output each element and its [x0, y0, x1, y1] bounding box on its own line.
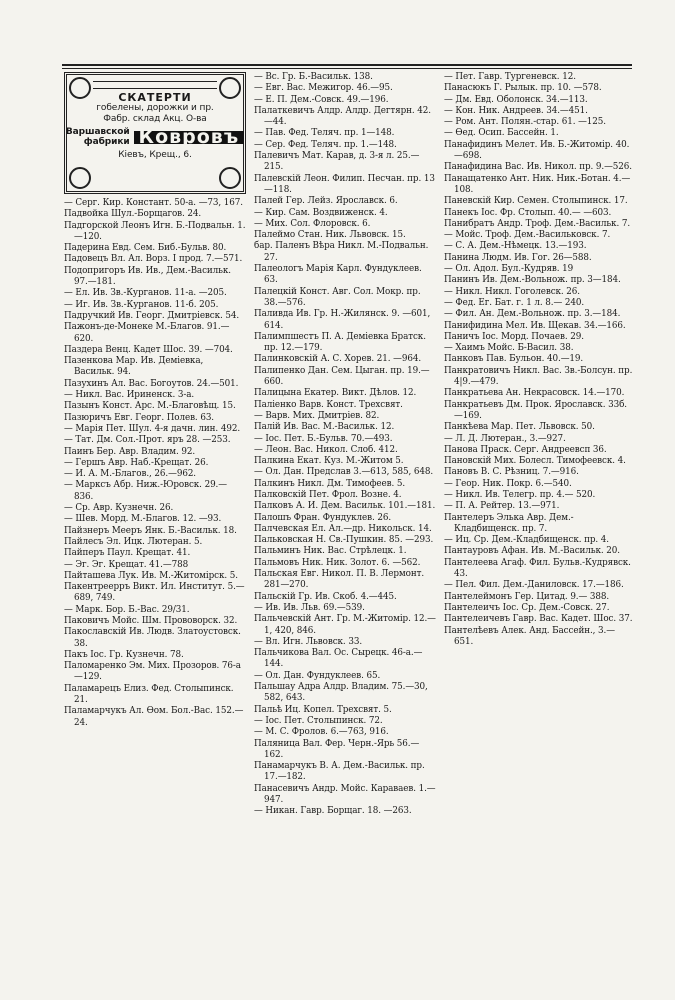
directory-entry: — Иц. Ср. Дем.-Кладбищенск. пр. 4. — [444, 535, 609, 546]
directory-entry: Пальковская Н. Св.-Пушкин. 85. —293. — [254, 535, 434, 546]
directory-entry: — Л. Д. Лютеран., 3.—927. — [444, 433, 566, 444]
directory-entry: — Никл. Никл. Гоголевск. 26. — [444, 286, 581, 297]
directory-entry: Панкѣева Мар. Пет. Львовск. 50. — [444, 422, 595, 433]
directory-entry: — Ел. Ив. Зв.-Курганов. 11-а. —205. — [64, 288, 227, 299]
directory-entry: Пальчевскій Ант. Гр. М.-Житомір. 12.—1, 420, 846. — [254, 614, 436, 636]
directory-entry: — Ср. Авр. Кузнечн. 26. — [64, 503, 174, 514]
directory-entry: Панафидина Вас. Ив. Никол. пр. 9.—526. — [444, 162, 632, 173]
directory-entry: Панащатенко Ант. Ник. Ник.-Ботан. 4.—108. — [444, 173, 631, 195]
directory-entry: — Сер. Фед. Теляч. пр. 1.—148. — [254, 139, 397, 150]
directory-entry: Пальминъ Ник. Вас. Стрѣлецк. 1. — [254, 546, 407, 557]
directory-entry: Панифидина Мел. Ив. Щекав. 34.—166. — [444, 320, 626, 331]
directory-entry: Паломаренко Эм. Мих. Прозоров. 76-а —129. — [64, 661, 241, 683]
directory-entry: Панковъ Пав. Бульон. 40.—19. — [444, 354, 584, 365]
directory-entry: — Марксъ Абр. Ниж.-Юровск. 29.—836. — [64, 480, 227, 502]
directory-entry: — Тат. Дм. Сол.-Прот. яръ 28. —253. — [64, 435, 231, 446]
directory-entry: Палковскій Пет. Фрол. Возне. 4. — [254, 489, 402, 500]
directory-entry: — Пел. Фил. Дем.-Даниловск. 17.—186. — [444, 580, 624, 591]
directory-entry: — И. А. М.-Благов., 26.—962. — [64, 469, 197, 480]
directory-entry: Пайташева Лук. Ив. М.-Житомірск. 5. — [64, 570, 238, 581]
directory-entry: Падерина Евд. Сем. Биб.-Бульв. 80. — [64, 243, 227, 254]
directory-entry: Палинковскій А. С. Хорев. 21. —964. — [254, 354, 422, 365]
ornament-icon — [219, 167, 241, 189]
directory-entry: — М. С. Фролов. 6.—763, 916. — [254, 727, 389, 738]
directory-entry: — Мойс. Троф. Дем.-Васильковск. 7. — [444, 230, 611, 241]
directory-entry: Падгорской Леонъ Игн. Б.-Подвальн. 1.—120. — [64, 220, 246, 242]
directory-entry: Паздера Венц. Кадет Шос. 39. —704. — [64, 344, 233, 355]
directory-entry: — Фед. Ег. Бат. г. 1 л. 8.— 240. — [444, 297, 585, 308]
directory-entry: Пальская Евг. Никол. П. В. Лермонт. 281—270. — [254, 569, 425, 591]
ad-line-1: гобелены, дорожки и пр. — [96, 103, 214, 114]
directory-entry: Пакъ Іос. Гр. Кузнечн. 78. — [64, 649, 184, 660]
directory-entry: — Серг. Кир. Констант. 50-а. —73, 167. — [64, 198, 243, 208]
directory-entry: Панасюкъ Г. Рылык. пр. 10. —578. — [444, 83, 602, 94]
directory-entry: — Никан. Гавр. Борщаг. 18. —263. — [254, 806, 412, 817]
directory-entry: Паляница Вал. Фер. Черн.-Ярь 56.—162. — [254, 738, 420, 760]
directory-entry: — Марія Пет. Шул. 4-я дачн. лин. 492. — [64, 423, 241, 434]
directory-entry: Пакентреерръ Викт. Ил. Институт. 5.—689, 749. — [64, 582, 245, 604]
directory-entry: Пальскій Гр. Ив. Скоб. 4.—445. — [254, 591, 397, 602]
directory-entry: Пальчикова Вал. Ос. Сырецк. 46-а.—144. — [254, 648, 423, 670]
ad-decorative-band — [93, 81, 217, 89]
directory-entry: — Никл. Вас. Ириненск. 3-а. — [64, 390, 195, 401]
directory-entry: — Ром. Ант. Полян.-стар. 61. —125. — [444, 117, 606, 128]
directory-entry: Паневскій Кир. Семен. Столыпинск. 17. — [444, 196, 628, 207]
directory-entry: — Вл. Игн. Львовск. 33. — [254, 636, 363, 647]
directory-entry: — Ол. Адол. Бул.-Кудряв. 19 — [444, 264, 574, 275]
directory-entry: — Іос. Пет. Б.-Бульв. 70.—493. — [254, 433, 393, 444]
directory-entry: — Өед. Осип. Бассейн. 1. — [444, 128, 559, 139]
directory-entry: Палей Гер. Лейз. Ярославск. 6. — [254, 196, 398, 207]
directory-entry: — Пав. Фед. Теляч. пр. 1—148. — [254, 128, 395, 139]
ad-sub-1: Варшавской — [65, 127, 130, 138]
directory-entry: — Хаимъ Мойс. Б-Васил. 38. — [444, 343, 574, 354]
directory-entry: Паковичъ Мойс. Шм. Прововорск. 32. — [64, 615, 238, 626]
directory-entry: — Марк. Бор. Б.-Вас. 29/31. — [64, 604, 190, 615]
directory-entry: Пайлесъ Эл. Ицк. Лютеран. 5. — [64, 536, 203, 547]
directory-entry: — Дм. Евд. Оболонск. 34.—113. — [444, 94, 588, 105]
ad-sub-block — [66, 127, 130, 147]
directory-entry: — Евг. Вас. Межигор. 46.—95. — [254, 83, 393, 94]
directory-entry: — С. А. Дем.-Нѣмецк. 13.—193. — [444, 241, 587, 252]
directory-entry: — Иг. Ив. Зв.-Курганов. 11-б. 205. — [64, 299, 219, 310]
directory-entry: — Никл. Ив. Телегр. пр. 4.— 520. — [444, 489, 596, 500]
directory-entry: Пантелеръ Элька Авр. Дем.-Кладбищенск. пр. 7. — [444, 512, 574, 534]
directory-entry: Панкратьевъ Дм. Прок. Ярославск. 33б.—169. — [444, 399, 627, 421]
directory-entry: Палевскій Леон. Филип. Песчан. пр. 13—118. — [254, 173, 435, 195]
directory-entry: Палкинъ Никл. Дм. Тимофеев. 5. — [254, 478, 406, 489]
directory-entry: — Леон. Вас. Никол. Слоб. 412. — [254, 444, 398, 455]
directory-entry: Пазюричъ Евг. Георг. Полев. 63. — [64, 412, 215, 423]
directory-entry: Пайперъ Паул. Крещат. 41. — [64, 548, 191, 559]
directory-entry: — Шев. Морд. М.-Благов. 12. —93. — [64, 514, 222, 525]
directory-entry: Пажонъ-де-Монеке М.-Благов. 91.—620. — [64, 322, 230, 344]
directory-entry: Пантелеева Агаф. Фил. Бульв.-Кудрявск. 43. — [444, 557, 631, 580]
directory-entry: Падовецъ Вл. Ал. Ворз. I прод. 7.—571. — [64, 254, 243, 265]
directory-entry: Панина Людм. Ив. Гог. 26—588. — [444, 252, 592, 263]
directory-entry: — Ив. Ив. Льв. 69.—539. — [254, 602, 365, 613]
directory-entry: Падручкий Ив. Георг. Дмитріевск. 54. — [64, 310, 240, 321]
ad-line-2: Фабр. склад Акц. О-ва — [103, 114, 207, 125]
ad-brand: Ковровъ — [134, 131, 245, 144]
directory-entry: Подопригоръ Ив. Ив., Дем.-Васильк. 97.—181. — [64, 265, 231, 288]
ad-brand-row — [65, 125, 240, 148]
directory-entry: Панасевичъ Андр. Мойс. Караваев. 1.—947. — [254, 783, 436, 805]
directory-entry: Палій Ив. Вас. М.-Васильк. 12. — [254, 422, 395, 433]
directory-entry: Панинъ Ив. Дем.-Вольнож. пр. 3—184. — [444, 275, 621, 286]
ornament-icon — [69, 77, 91, 99]
directory-entry: Пазынъ Конст. Арс. М.-Благовѣщ. 15. — [64, 401, 236, 412]
advertisement-box — [64, 72, 246, 194]
directory-entry: — Варв. Мих. Дмитріев. 82. — [254, 410, 380, 421]
directory-entry: бар. Паленъ Вѣра Никл. М.-Подвальн. 27. — [254, 241, 429, 263]
directory-entry: Палеймо Стан. Ник. Львовск. 15. — [254, 230, 406, 241]
column-2 — [254, 72, 436, 818]
directory-entry: Пантелѣевъ Алек. Анд. Бассейн., 3.—651. — [444, 625, 615, 647]
directory-entry: — Пет. Гавр. Тургеневск. 12. — [444, 72, 576, 82]
directory-entry: Паліенко Варв. Конст. Трехсвят. — [254, 399, 403, 410]
directory-entry: Палипенко Дан. Сем. Цыган. пр. 19.—660. — [254, 365, 430, 388]
directory-entry: — Вс. Гр. Б.-Васильк. 138. — [254, 72, 373, 82]
directory-entry: — Эг. Эг. Крещат. 41.—788 — [64, 559, 189, 570]
column-1 — [64, 72, 246, 729]
directory-entry: Паинъ Бер. Авр. Владим. 92. — [64, 446, 196, 457]
directory-entry: Панамарчукъ В. А. Дем.-Васильк. пр. 17.—182. — [254, 761, 425, 783]
directory-entry: — Іос. Пет. Столыпинск. 72. — [254, 715, 383, 726]
directory-entry: — Геор. Ник. Покр. 6.—540. — [444, 478, 572, 489]
directory-entry: Панова Праск. Серг. Андреевсп 36. — [444, 444, 607, 455]
directory-entry: Палошъ Фран. Фундуклев. 26. — [254, 512, 392, 523]
ad-sub-2: фабрики — [83, 137, 130, 148]
directory-entry: Пановскій Мих. Болесл. Тимофеевск. 4. — [444, 456, 626, 467]
directory-entry: Палковъ А. И. Дем. Васильк. 101.—181. — [254, 501, 436, 512]
ad-title: СКАТЕРТИ — [118, 91, 192, 104]
directory-entry: — Ол. Дан. Фундуклеев. 65. — [254, 670, 381, 681]
directory-entry: Пайзнеръ Мееръ Янк. Б.-Васильк. 18. — [64, 525, 237, 536]
directory-entry: Панафидинъ Мелет. Ив. Б.-Житомір. 40.—698. — [444, 139, 630, 162]
page-top-rule — [62, 64, 632, 66]
directory-entry: — Мих. Сол. Флоровск. 6. — [254, 218, 371, 229]
directory-entry: Пакославскій Ив. Людв. Златоустовск. 38. — [64, 627, 241, 649]
directory-entry: Палимпшестъ П. А. Деміевка Братск. пр. 12.—179. — [254, 331, 426, 354]
directory-entry: Пазенкова Мар. Ив. Деміевка, Васильк. 94. — [64, 356, 204, 378]
directory-entry: Палаткевичъ Алдр. Алдр. Дегтярн. 42.—44. — [254, 105, 431, 128]
directory-entry: Пантелеичъ Іос. Ср. Дем.-Совск. 27. — [444, 602, 610, 613]
directory-entry: — Е. П. Дем.-Совск. 49.—196. — [254, 94, 389, 105]
directory-entry: — Кон. Ник. Андреев. 34.—451. — [444, 105, 588, 116]
directory-entry: Паламарецъ Елиз. Фед. Столыпинск. 21. — [64, 683, 234, 706]
directory-entry: Палевичъ Мат. Карав, д. 3-я л. 25.—215. — [254, 151, 420, 173]
directory-entry: — Гершъ Авр. Наб.-Крещат. 26. — [64, 457, 209, 468]
directory-entry: — Фил. Ан. Дем.-Вольнож. пр. 3.—184. — [444, 309, 621, 320]
directory-entry: Пальѣ Иц. Копел. Трехсвят. 5. — [254, 704, 392, 715]
ad-address: Кіевъ, Крещ., 6. — [118, 150, 192, 161]
directory-entry: Пантелеичевъ Гавр. Вас. Кадет. Шос. 37. — [444, 614, 633, 625]
column-3 — [444, 72, 634, 648]
ornament-icon — [69, 167, 91, 189]
directory-entry: Паламарчукъ Ал. Өом. Бол.-Вас. 152.—24. — [64, 706, 244, 728]
directory-entry: Пальшау Адра Алдр. Владим. 75.—30, 582, 643. — [254, 682, 428, 704]
directory-entry: Паничъ Іос. Морд. Почаев. 29. — [444, 331, 584, 342]
directory-entry: Пантауровъ Афан. Ив. М.-Васильк. 20. — [444, 546, 620, 557]
directory-entry: Пазухинъ Ал. Вас. Богоутов. 24.—501. — [64, 378, 239, 389]
directory-entry: Панкратовичъ Никл. Вас. Зв.-Болсун. пр. 4|9.—479. — [444, 365, 633, 388]
directory-entry: Падвойка Шул.-Борщагов. 24. — [64, 209, 202, 220]
ornament-icon — [219, 77, 241, 99]
entries-column-2 — [254, 72, 436, 818]
directory-entry: Палкина Екат. Куз. М.-Житом 5. — [254, 456, 404, 467]
directory-entry: Палеологъ Марія Карл. Фундуклеев. 63. — [254, 264, 422, 286]
directory-entry: Паливда Ив. Гр. Н.-Жилянск. 9. —601, 614. — [254, 309, 431, 331]
directory-entry: Палецкій Конст. Авг. Сол. Мокр. пр. 38.—576. — [254, 286, 421, 308]
directory-entry: — П. А. Рейтер. 13.—971. — [444, 501, 560, 512]
entries-column-1 — [64, 198, 246, 729]
directory-entry: Панекъ Іос. Фр. Столып. 40.— —603. — [444, 207, 612, 218]
directory-entry: — Ол. Дан. Предслав 3.—613, 585, 648. — [254, 467, 434, 478]
directory-entry: Пальмовъ Ник. Ник. Золот. 6. —562. — [254, 557, 421, 568]
directory-entry: Панибратъ Андр. Троф. Дем.-Васильк. 7. — [444, 218, 631, 229]
directory-entry: — Кир. Сам. Воздвиженск. 4. — [254, 207, 388, 218]
entries-column-3 — [444, 72, 634, 648]
directory-entry: Панкратьева Ан. Некрасовск. 14.—170. — [444, 388, 625, 399]
directory-entry: Пантелеймонъ Гер. Цитад. 9.— 388. — [444, 591, 610, 602]
directory-entry: Пановъ В. С. Рѣзниц. 7.—916. — [444, 467, 579, 478]
directory-entry: Палчевская Ел. Ал.—др. Никольск. 14. — [254, 523, 432, 534]
directory-entry: Палицына Екатер. Викт. Дѣлов. 12. — [254, 388, 417, 399]
